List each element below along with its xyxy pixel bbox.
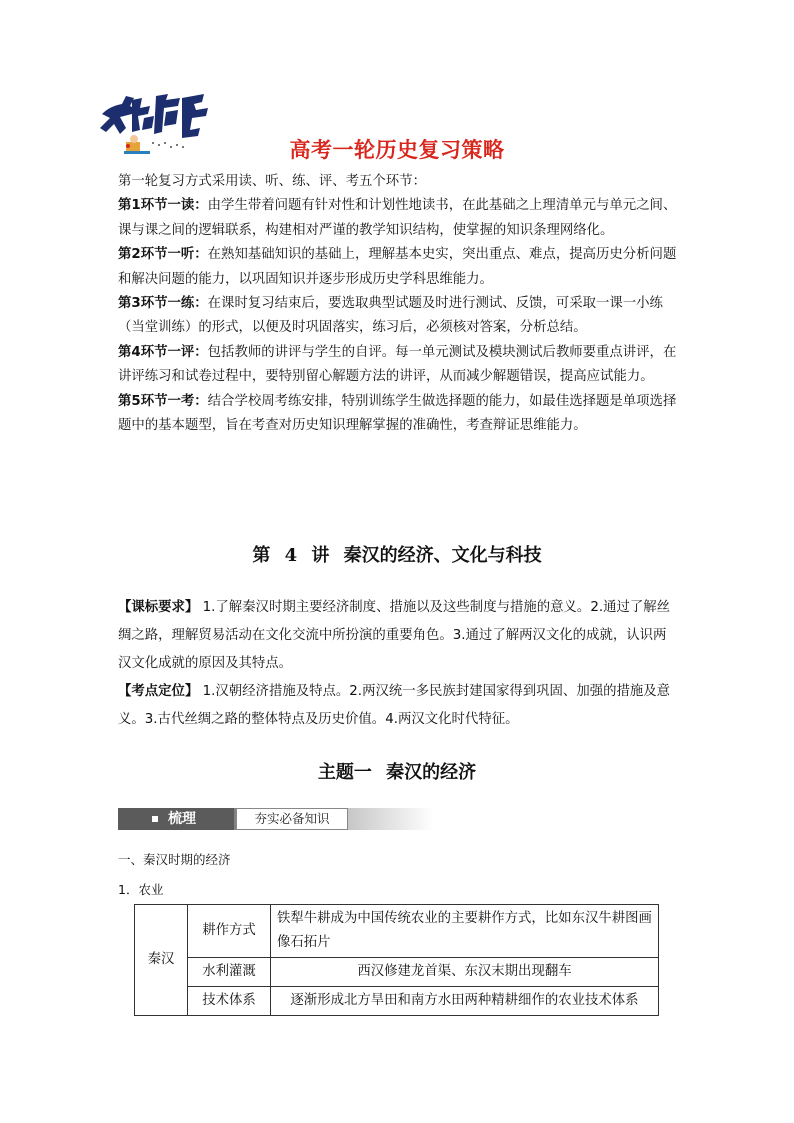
intro-section	[118, 170, 678, 438]
table-row	[135, 987, 659, 1016]
step-text: 结合学校周考练安排，特别训练学生做选择题的能力，如最佳选择题是单项选择题中的基本题型，旨在考查对历史知识理解掌握的准确性，考查辩证思维能力。	[118, 393, 677, 434]
step-text: 由学生带着问题有针对性和计划性地读书，在此基础之上理清单元与单元之间、课与课之间的逻辑联系，构建相对严谨的教学知识结构，使掌握的知识条理网络化。	[118, 198, 677, 238]
topic-title: 主题一 秦汉的经济	[317, 762, 477, 783]
standards-label: 【考点定位】	[118, 684, 199, 699]
step-label: 第5环节一考：	[118, 393, 208, 409]
step-label: 第2环节一听：	[118, 247, 208, 263]
standards-text: 1.汉朝经济措施及特点。2.两汉统一多民族封建国家得到巩固、加强的措施及意义。3.古代丝绸之路的整体特点及历史价值。4.两汉文化时代特征。	[118, 684, 671, 727]
table-content-cell: 逐渐形成北方旱田和南方水田两种精耕细作的农业技术体系	[271, 987, 659, 1016]
agriculture-table	[134, 904, 659, 1016]
page-title: 高考一轮历史复习策略	[289, 138, 505, 162]
standards-paragraph	[118, 678, 678, 734]
step-label: 第1环节一读：	[118, 198, 208, 214]
intro-paragraph	[118, 341, 678, 390]
intro-paragraph	[118, 194, 678, 243]
intro-paragraph	[118, 390, 678, 439]
table-era-cell: 秦汉	[135, 905, 188, 1016]
square-bullet-icon	[152, 816, 158, 822]
table-row	[135, 905, 659, 958]
section-heading: 一、秦汉时期的经济	[118, 852, 231, 867]
step-text: 在课时复习结束后，要选取典型试题及时进行测试、反馈，可采取一课一小练（当堂训练）的形式，以便及时巩固落实，练习后，必须核对答案，分析总结。	[118, 296, 663, 336]
intro-paragraph	[118, 243, 678, 292]
table-content-cell: 西汉修建龙首渠、东汉末期出现翻车	[271, 958, 659, 987]
banner-label: 梳理	[168, 811, 196, 827]
step-text: 包括教师的讲评与学生的自评。每一单元测试及模块测试后教师要重点讲评，在讲评练习和试卷过程中，要特别留心解题方法的讲评，从而减少解题错误，提高应试能力。	[118, 344, 677, 385]
subsection-heading: 1．农业	[118, 882, 164, 897]
intro-paragraph	[118, 292, 678, 341]
standards-label: 【课标要求】	[118, 600, 199, 615]
step-label: 第3环节一练：	[118, 296, 208, 312]
lecture-title: 第 4 讲 秦汉的经济、文化与科技	[252, 545, 542, 566]
table-category-cell: 技术体系	[188, 987, 271, 1016]
banner-tag: 夯实必备知识	[236, 808, 348, 830]
table-content-cell: 铁犁牛耕成为中国传统农业的主要耕作方式，比如东汉牛耕图画像石拓片	[271, 905, 659, 958]
standards-paragraph	[118, 594, 678, 678]
standards-section	[118, 594, 678, 734]
intro-paragraph	[118, 170, 678, 194]
section-banner	[118, 808, 434, 832]
table-category-cell: 水利灌溉	[188, 958, 271, 987]
step-label: 第4环节一评：	[118, 344, 208, 360]
table-row	[135, 958, 659, 987]
standards-text: 1.了解秦汉时期主要经济制度、措施以及这些制度与措施的意义。2.通过了解丝绸之路，理解贸易活动在文化交流中所扮演的重要角色。3.通过了解两汉文化的成就，认识两汉文化成就的原因及其特点。	[118, 600, 671, 671]
table-category-cell: 耕作方式	[188, 905, 271, 958]
intro-text: 第一轮复习方式采用读、听、练、评、考五个环节：	[118, 174, 426, 189]
step-text: 在熟知基础知识的基础上，理解基本史实，突出重点、难点，提高历史分析问题和解决问题的能力，以巩固知识并逐步形成历史学科思维能力。	[118, 247, 677, 287]
